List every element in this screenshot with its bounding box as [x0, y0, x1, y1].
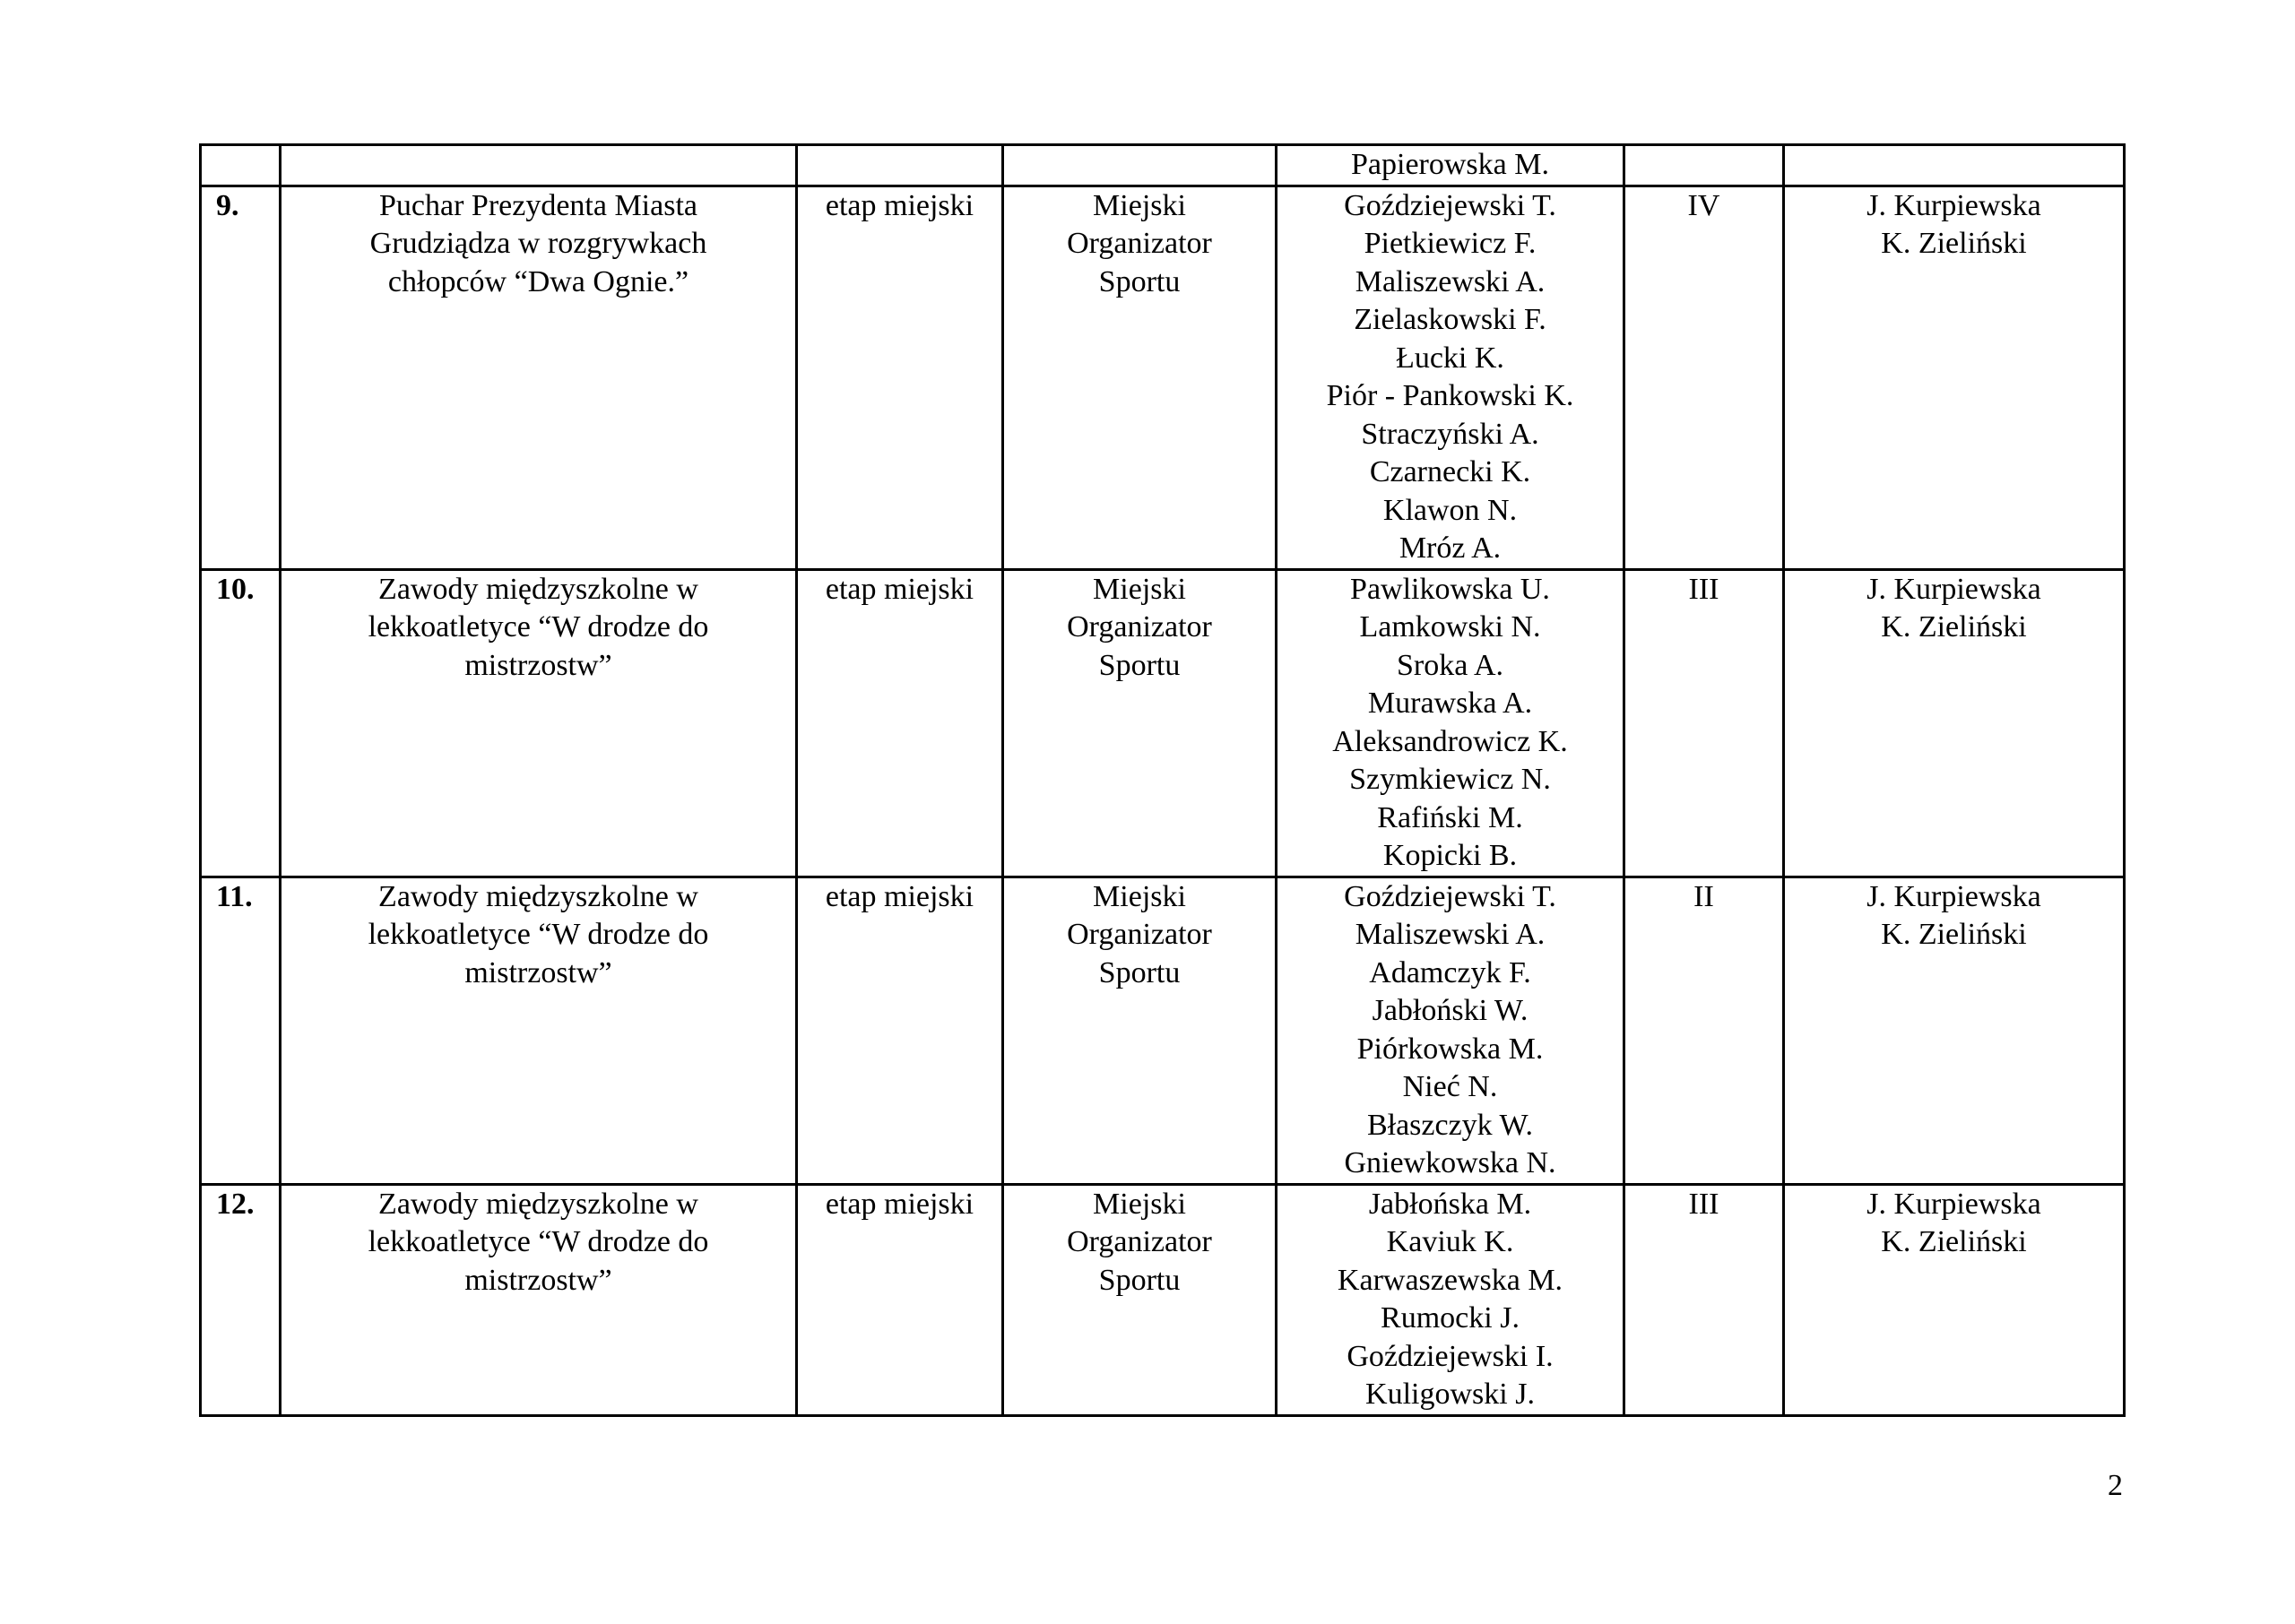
teacher-name: K. Zieliński	[1881, 1225, 2027, 1258]
stage-cell: etap miejski	[797, 186, 1003, 569]
competition-line: mistrzostw”	[464, 955, 612, 989]
place-cell: IV	[1624, 186, 1784, 569]
organizer-line: Miejski	[1093, 572, 1186, 606]
participant-name: Zielaskowski F.	[1354, 303, 1546, 336]
organizer-line: Sportu	[1098, 264, 1181, 298]
participant-name: Gniewkowska N.	[1344, 1146, 1556, 1179]
organizer-line: Miejski	[1093, 1187, 1186, 1221]
participant-name: Szymkiewicz N.	[1349, 763, 1551, 796]
participant-name: Mróz A.	[1399, 531, 1502, 565]
participant-name: Pietkiewicz F.	[1364, 227, 1537, 260]
competition-cell	[281, 186, 797, 569]
participant-name: Rafiński M.	[1377, 800, 1523, 834]
participant-name: Straczyński A.	[1361, 417, 1539, 451]
participant-name: Łucki K.	[1396, 341, 1504, 375]
participant-name: Pawlikowska U.	[1350, 572, 1550, 606]
place-cell: III	[1624, 569, 1784, 877]
participant-name: Nieć N.	[1402, 1070, 1498, 1103]
table-row	[201, 1184, 2125, 1415]
teacher-name: J. Kurpiewska	[1866, 879, 2041, 913]
organizer-cell	[1003, 1184, 1277, 1415]
stage-cell: etap miejski	[797, 877, 1003, 1184]
competition-cell	[281, 569, 797, 877]
participant-name: Kuligowski J.	[1365, 1378, 1535, 1411]
organizer-line: Sportu	[1098, 1263, 1181, 1297]
participant-name: Goździejewski T.	[1344, 188, 1556, 222]
teacher-name: K. Zieliński	[1881, 610, 2027, 644]
participants-cell	[1277, 569, 1624, 877]
organizer-line: Organizator	[1067, 227, 1212, 260]
organizer-line: Sportu	[1098, 648, 1181, 682]
organizer-cell	[1003, 569, 1277, 877]
table-row	[201, 569, 2125, 877]
participant-name: Goździejewski I.	[1347, 1339, 1554, 1373]
organizer-line: Organizator	[1067, 918, 1212, 951]
participant-name: Czarnecki K.	[1369, 455, 1531, 488]
competition-line: lekkoatletyce “W drodze do	[368, 918, 709, 951]
participant-name: Piór - Pankowski K.	[1326, 379, 1574, 412]
participants-cell	[1277, 1184, 1624, 1415]
participant-name: Rumocki J.	[1381, 1301, 1520, 1335]
organizer-line: Sportu	[1098, 955, 1181, 989]
teachers-cell	[1784, 569, 2125, 877]
competition-cell	[281, 1184, 797, 1415]
participants-cell	[1277, 145, 1624, 186]
competition-line: lekkoatletyce “W drodze do	[368, 1225, 709, 1258]
participant-name: Jabłoński W.	[1372, 994, 1529, 1027]
competition-line: chłopców “Dwa Ognie.”	[387, 264, 689, 298]
teacher-name: K. Zieliński	[1881, 227, 2027, 260]
teachers-cell	[1784, 1184, 2125, 1415]
competition-line: mistrzostw”	[464, 648, 612, 682]
participant-name: Adamczyk F.	[1369, 955, 1531, 989]
organizer-cell	[1003, 877, 1277, 1184]
results-table	[199, 143, 2126, 1417]
organizer-cell	[1003, 186, 1277, 569]
competition-line: mistrzostw”	[464, 1263, 612, 1297]
participant-name: Murawska A.	[1367, 687, 1533, 720]
participant-name: Karwaszewska M.	[1337, 1263, 1563, 1297]
competition-cell	[281, 145, 797, 186]
place-cell: III	[1624, 1184, 1784, 1415]
competition-line: Grudziądza w rozgrywkach	[369, 227, 707, 260]
participant-name: Papierowska M.	[1351, 148, 1549, 181]
page-number: 2	[2108, 1469, 2123, 1502]
participant-name: Aleksandrowicz K.	[1332, 724, 1568, 758]
participant-name: Klawon N.	[1382, 493, 1518, 527]
table-row	[201, 877, 2125, 1184]
participant-name: Kaviuk K.	[1386, 1225, 1514, 1258]
teachers-cell	[1784, 145, 2125, 186]
organizer-line: Miejski	[1093, 188, 1186, 222]
row-number: 9.	[201, 186, 281, 569]
competition-line: Zawody międzyszkolne w	[378, 572, 698, 606]
table-row	[201, 186, 2125, 569]
row-number: 10.	[201, 569, 281, 877]
participant-name: Piórkowska M.	[1356, 1032, 1544, 1066]
participant-name: Maliszewski A.	[1355, 264, 1546, 298]
participant-name: Sroka A.	[1397, 648, 1503, 682]
competition-line: Zawody międzyszkolne w	[378, 879, 698, 913]
teachers-cell	[1784, 877, 2125, 1184]
organizer-line: Miejski	[1093, 879, 1186, 913]
teachers-cell	[1784, 186, 2125, 569]
place-cell	[1624, 145, 1784, 186]
organizer-cell	[1003, 145, 1277, 186]
organizer-line: Organizator	[1067, 1225, 1212, 1258]
competition-line: Puchar Prezydenta Miasta	[379, 188, 697, 222]
teacher-name: J. Kurpiewska	[1866, 188, 2041, 222]
participants-cell	[1277, 186, 1624, 569]
participant-name: Kopicki B.	[1382, 839, 1518, 872]
participant-name: Goździejewski T.	[1344, 879, 1556, 913]
participant-name: Lamkowski N.	[1359, 610, 1541, 644]
participant-name: Maliszewski A.	[1355, 918, 1546, 951]
row-number: 11.	[201, 877, 281, 1184]
teacher-name: J. Kurpiewska	[1866, 572, 2041, 606]
competition-line: Zawody międzyszkolne w	[378, 1187, 698, 1221]
participant-name: Jabłońska M.	[1368, 1187, 1532, 1221]
organizer-line: Organizator	[1067, 610, 1212, 644]
place-cell: II	[1624, 877, 1784, 1184]
competition-line: lekkoatletyce “W drodze do	[368, 610, 709, 644]
teacher-name: K. Zieliński	[1881, 918, 2027, 951]
participant-name: Błaszczyk W.	[1366, 1108, 1534, 1142]
participants-cell	[1277, 877, 1624, 1184]
stage-cell: etap miejski	[797, 1184, 1003, 1415]
stage-cell: etap miejski	[797, 569, 1003, 877]
number-cell	[201, 145, 281, 186]
teacher-name: J. Kurpiewska	[1866, 1187, 2041, 1221]
continuation-row	[201, 145, 2125, 186]
competition-cell	[281, 877, 797, 1184]
stage-cell	[797, 145, 1003, 186]
row-number: 12.	[201, 1184, 281, 1415]
